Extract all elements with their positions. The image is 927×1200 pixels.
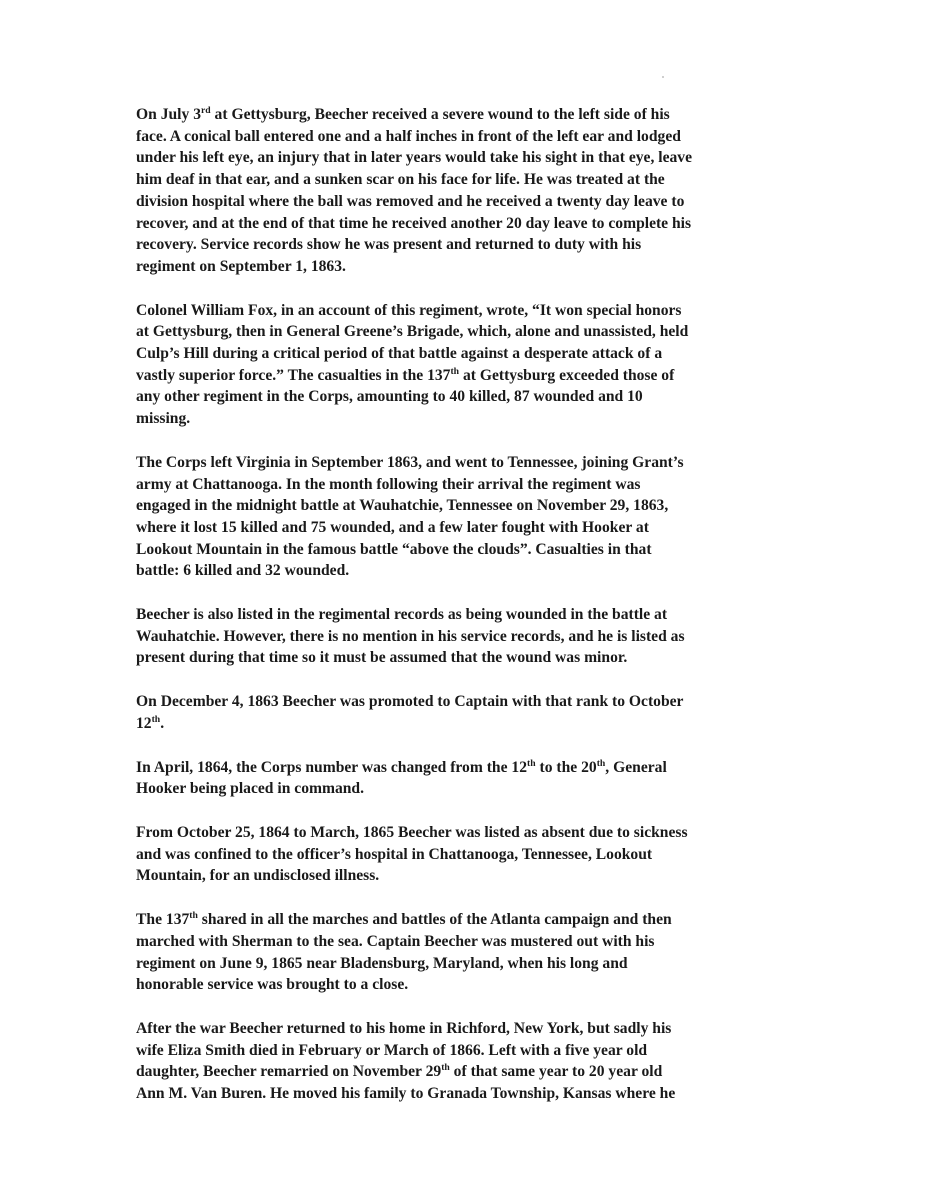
- text-run: to the 20: [535, 758, 597, 776]
- text-run: at Gettysburg exceeded those of any other regiment in the Corps, amounting to 40 killed, 87 wounded and 10 missing.: [136, 366, 675, 428]
- text-run: Colonel William Fox, in an account of this regiment, wrote, “It won special honors at Gettysburg, then in General Greene’s Brigade, which, alone and unassisted, held Culp’s Hill during a critical period of that battle against a desperate attack of a vastly superior force.” The casualties in the 137: [136, 301, 689, 384]
- ordinal-suffix: th: [189, 909, 198, 921]
- paragraph-sickness: [136, 822, 796, 887]
- text-run: The 137: [136, 911, 190, 929]
- text-run: at Gettysburg, Beecher received a severe wound to the left side of his face. A conical ball entered one and a half inches in front of the left ear and lodged under his left eye, an injury that in later years would take his sight in that eye, leave him deaf in that ear, and a sunken scar on his face for life. He was treated at the division hospital where the ball was removed and he received a twenty day leave to recover, and at the end of that time he received another 20 day leave to complete his recovery. Service records show he was present and returned to duty with his regiment on September 1, 1863.: [136, 106, 693, 275]
- ordinal-suffix: th: [596, 757, 606, 769]
- paragraph-wauhatchie-wound: [136, 604, 796, 669]
- text-run: Beecher is also listed in the regimental records as being wounded in the battle at Wauhatchie. However, there is no mention in his service records, and he is listed as present during that time so it must be assumed that the wound was minor.: [136, 606, 685, 667]
- text-run: shared in all the marches and battles of the Atlanta campaign and then marched with Sherman to the sea. Captain Beecher was mustered out with his regiment on June 9, 1865 near Bladensburg, Maryland, when his long and honorable service was brought to a close.: [136, 911, 672, 994]
- text-run: of that same year to 20 year old Ann M. Van Buren. He moved his family to Granada Township, Kansas where he: [136, 1063, 676, 1103]
- ordinal-suffix: th: [151, 713, 161, 725]
- text-run: After the war Beecher returned to his home in Richford, New York, but sadly his wife Eliza Smith died in February or March of 1866. Left with a five year old daughter, Beecher remarried on November 29: [136, 1019, 672, 1081]
- text-run: .: [160, 714, 165, 732]
- paragraph-atlanta-campaign: [136, 909, 796, 996]
- ordinal-suffix: rd: [201, 104, 211, 116]
- text-run: In April, 1864, the Corps number was changed from the 12: [136, 758, 528, 776]
- text-run: On July 3: [136, 106, 201, 123]
- ordinal-suffix: th: [527, 757, 536, 769]
- paragraph-gettysburg-wound: [136, 104, 796, 278]
- text-run: The Corps left Virginia in September 1863, and went to Tennessee, joining Grant’s army at Chattanooga. In the month following their arrival the regiment was engaged in the midnight battle at Wauhatchie, Tennessee on November 29, 1863, where it lost 15 killed and 75 wounded, and a few later fought with Hooker at Lookout Mountain in the famous battle “above the clouds”. Casualties in that battle: 6 killed and 32 wounded.: [136, 453, 684, 580]
- ordinal-suffix: th: [441, 1062, 450, 1074]
- scan-speck: [662, 76, 664, 78]
- paragraph-colonel-fox: [136, 300, 796, 430]
- paragraph-corps-tennessee: [136, 452, 796, 582]
- text-run: From October 25, 1864 to March, 1865 Beecher was listed as absent due to sickness and was confined to the officer’s hospital in Chattanooga, Tennessee, Lookout Mountain, for an undisclosed illness.: [136, 823, 688, 885]
- body-text: [136, 104, 796, 1127]
- text-run: On December 4, 1863 Beecher was promoted to Captain with that rank to October 12: [136, 693, 684, 732]
- paragraph-promotion-captain: [136, 691, 796, 734]
- paragraph-corps-renumbered: [136, 757, 796, 800]
- paragraph-after-war: [136, 1018, 796, 1105]
- text-run: , General Hooker being placed in command.: [136, 758, 667, 798]
- ordinal-suffix: th: [450, 365, 460, 377]
